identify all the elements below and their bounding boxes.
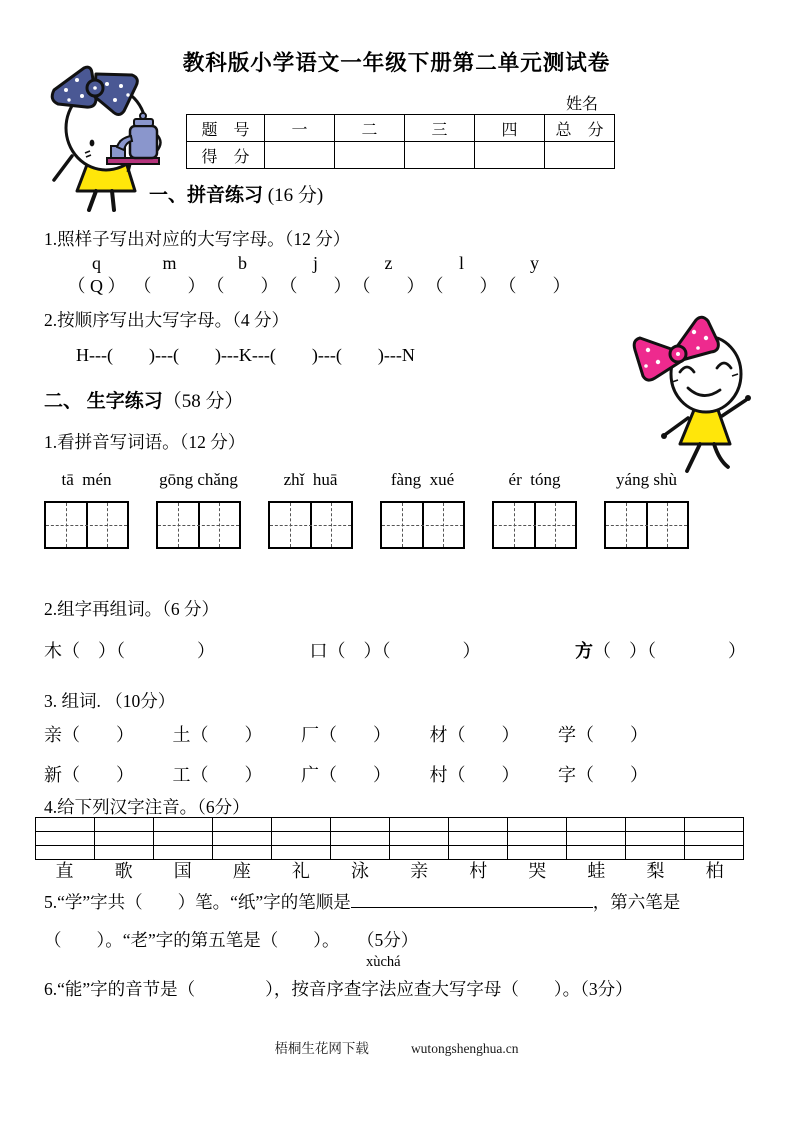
writing-grid[interactable] bbox=[604, 501, 689, 549]
base-char: 广 bbox=[301, 765, 319, 785]
writing-grids-row bbox=[44, 501, 716, 549]
paren-small: （ ） bbox=[327, 641, 382, 661]
question-2-5-line-2: （ ）。“老”字的第五笔是（ ）。 （5分） bbox=[44, 930, 419, 950]
pinyin-ruby-annotation: xùchá bbox=[366, 954, 401, 970]
phonetic-annotation-table bbox=[35, 817, 744, 860]
hanzi-char: 柏 bbox=[705, 861, 724, 881]
letter-sequence-line: H---( )---( )---K---( )---( )---N bbox=[76, 345, 415, 365]
lowercase-letter: z bbox=[384, 253, 393, 273]
pinyin-words-row bbox=[44, 470, 716, 490]
annotation-cell[interactable] bbox=[154, 818, 213, 832]
answer-parens: （ ） bbox=[576, 765, 648, 785]
grid-column bbox=[156, 501, 268, 549]
writing-grid[interactable] bbox=[44, 501, 129, 549]
writing-grid[interactable] bbox=[492, 501, 577, 549]
annotation-cell[interactable] bbox=[95, 832, 154, 846]
hanzi-char: 梨 bbox=[646, 861, 665, 881]
hanzi-char: 座 bbox=[232, 861, 251, 881]
letter-matching-row bbox=[60, 252, 571, 298]
hanzi-char: 哭 bbox=[528, 861, 547, 881]
score-blank-cell[interactable] bbox=[265, 142, 335, 169]
paren-small: （ ） bbox=[593, 641, 647, 661]
section-1-score: (16 分) bbox=[263, 185, 324, 206]
score-header-cell: 二 bbox=[335, 115, 405, 142]
annotation-cell[interactable] bbox=[390, 832, 449, 846]
annotation-cell[interactable] bbox=[567, 832, 626, 846]
annotation-cell[interactable] bbox=[272, 832, 331, 846]
annotation-cell[interactable] bbox=[95, 818, 154, 832]
base-char: 厂 bbox=[301, 725, 319, 745]
answer-parens: （ ） bbox=[279, 276, 352, 296]
answer-parens: （ ） bbox=[425, 276, 498, 296]
annotation-cell[interactable] bbox=[36, 818, 95, 832]
lowercase-letter: j bbox=[312, 253, 318, 273]
annotation-cell[interactable] bbox=[567, 818, 626, 832]
section-2-score: （58 分） bbox=[162, 391, 244, 412]
base-char: 方 bbox=[575, 641, 593, 661]
pinyin-word: yáng shù bbox=[616, 470, 677, 489]
grid-column bbox=[604, 501, 716, 549]
question-2-4-text: 4.给下列汉字注音。（6分） bbox=[44, 797, 250, 817]
annotation-cell[interactable] bbox=[449, 818, 508, 832]
question-2-1-text: 1.看拼音写词语。（12 分） bbox=[44, 432, 246, 452]
lowercase-letter: m bbox=[162, 253, 177, 273]
word-group bbox=[173, 721, 263, 747]
score-header-cell: 一 bbox=[265, 115, 335, 142]
word-group bbox=[173, 761, 263, 787]
section-2-heading bbox=[44, 386, 244, 413]
base-char: 新 bbox=[44, 765, 62, 785]
annotation-cell[interactable] bbox=[213, 818, 272, 832]
answer-parens: （ Q ） bbox=[67, 276, 126, 296]
pinyin-word: zhǐ huā bbox=[283, 470, 338, 489]
letter-column bbox=[279, 252, 352, 298]
section-1-title: 一、拼音练习 bbox=[149, 185, 264, 206]
pinyin-word: tā mén bbox=[61, 470, 112, 489]
annotation-cell[interactable] bbox=[36, 832, 95, 846]
paren-large: （ ） bbox=[647, 641, 746, 661]
footer bbox=[0, 1037, 793, 1057]
char-build-word-row bbox=[44, 637, 746, 663]
base-char: 土 bbox=[172, 725, 191, 745]
answer-parens: （ ） bbox=[62, 765, 134, 785]
section-2-title: 二、 生字练习 bbox=[44, 391, 163, 412]
cartoon-girl-waving bbox=[624, 310, 764, 475]
answer-parens: （ ） bbox=[319, 725, 391, 745]
base-char: 亲 bbox=[44, 725, 62, 745]
pinyin-word-column bbox=[268, 470, 380, 490]
writing-grid[interactable] bbox=[380, 501, 465, 549]
question-2-6-text: 6.“能”字的音节是（ ），按音序查字法应查大写字母（ ）。（3分） bbox=[44, 979, 633, 999]
hanzi-char: 蛙 bbox=[587, 861, 606, 881]
word-building-row-2 bbox=[44, 761, 648, 787]
annotation-cell[interactable] bbox=[685, 818, 744, 832]
hanzi-char: 亲 bbox=[410, 861, 429, 881]
page-title: 教科版小学语文一年级下册第二单元测试卷 bbox=[182, 51, 611, 75]
answer-parens: （ ） bbox=[447, 725, 520, 745]
annotation-cell[interactable] bbox=[331, 818, 390, 832]
question-1-1-text: 1.照样子写出对应的大写字母。（12 分） bbox=[44, 229, 351, 249]
lowercase-letter: q bbox=[92, 253, 101, 273]
word-group bbox=[430, 721, 520, 747]
lowercase-letter: y bbox=[530, 253, 539, 273]
score-blank-cell[interactable] bbox=[475, 142, 545, 169]
answer-parens: （ ） bbox=[190, 765, 263, 785]
answer-parens: （ ） bbox=[352, 276, 425, 296]
pinyin-word-column bbox=[492, 470, 604, 490]
answer-parens: （ ） bbox=[133, 276, 206, 296]
pinyin-word-column bbox=[604, 470, 716, 490]
annotation-cell[interactable] bbox=[626, 832, 685, 846]
grid-column bbox=[492, 501, 604, 549]
annotation-cell[interactable] bbox=[508, 832, 567, 846]
word-group bbox=[44, 761, 134, 787]
letter-column bbox=[133, 252, 206, 298]
score-blank-cell[interactable] bbox=[545, 142, 615, 169]
score-header-cell: 四 bbox=[475, 115, 545, 142]
letter-column bbox=[60, 252, 133, 298]
word-group bbox=[301, 721, 391, 747]
question-1-2-text: 2.按顺序写出大写字母。（4 分） bbox=[44, 310, 289, 330]
char-build-group bbox=[575, 637, 746, 663]
base-char: 字 bbox=[558, 765, 576, 785]
pinyin-word: gōng chǎng bbox=[159, 470, 238, 489]
score-header-cell: 题 号 bbox=[187, 115, 265, 142]
question-2-3-text: 3. 组词. （10分） bbox=[44, 691, 176, 711]
score-row-label: 得 分 bbox=[187, 142, 265, 169]
writing-grid[interactable] bbox=[268, 501, 353, 549]
pinyin-word-column bbox=[156, 470, 268, 490]
base-char: 村 bbox=[429, 765, 448, 785]
annotation-cell[interactable] bbox=[154, 832, 213, 846]
hanzi-char: 直 bbox=[55, 861, 74, 881]
footer-site-url: wutongshenghua.cn bbox=[410, 1041, 519, 1056]
hanzi-char: 歌 bbox=[114, 861, 133, 881]
score-header-cell: 总 分 bbox=[545, 115, 615, 142]
word-group bbox=[558, 721, 648, 747]
grid-column bbox=[268, 501, 380, 549]
base-char: 工 bbox=[172, 765, 191, 785]
annotation-cell[interactable] bbox=[508, 818, 567, 832]
annotation-cell[interactable] bbox=[449, 832, 508, 846]
pinyin-word-column bbox=[380, 470, 492, 490]
answer-parens: （ ） bbox=[206, 276, 279, 296]
base-char: 木 bbox=[44, 641, 62, 661]
score-blank-cell[interactable] bbox=[405, 142, 475, 169]
section-1-heading bbox=[149, 180, 323, 207]
question-2-2-text: 2.组字再组词。（6 分） bbox=[44, 599, 219, 619]
annotation-cell[interactable] bbox=[213, 832, 272, 846]
answer-parens: （ ） bbox=[319, 765, 391, 785]
hanzi-char: 国 bbox=[173, 861, 192, 881]
annotation-cell[interactable] bbox=[626, 818, 685, 832]
paren-small: （ ） bbox=[62, 641, 116, 661]
name-label: 姓名 bbox=[566, 96, 599, 113]
char-build-group bbox=[310, 637, 481, 663]
score-blank-cell[interactable] bbox=[335, 142, 405, 169]
annotation-cell[interactable] bbox=[685, 832, 744, 846]
score-header-cell: 三 bbox=[405, 115, 475, 142]
hanzi-char: 泳 bbox=[351, 861, 370, 881]
hanzi-char: 礼 bbox=[291, 861, 310, 881]
score-table-header-row bbox=[187, 115, 615, 142]
base-char: 学 bbox=[558, 725, 576, 745]
pinyin-word: fàng xué bbox=[390, 470, 455, 489]
question-text: ，第六笔是 bbox=[592, 892, 681, 912]
characters-to-annotate-row bbox=[35, 857, 745, 883]
word-building-row-1 bbox=[44, 721, 648, 747]
letter-column bbox=[498, 252, 571, 298]
word-group bbox=[430, 761, 520, 787]
footer-site-name: 梧桐生花网下载 bbox=[274, 1041, 369, 1056]
score-table bbox=[186, 114, 615, 169]
answer-parens: （ ） bbox=[498, 276, 571, 296]
answer-parens: （ ） bbox=[576, 725, 648, 745]
question-2-5-line-1 bbox=[44, 889, 680, 914]
base-char: 材 bbox=[429, 725, 448, 745]
paren-large: （ ） bbox=[116, 641, 215, 661]
base-char: 口 bbox=[309, 641, 328, 661]
answer-parens: （ ） bbox=[62, 725, 134, 745]
letter-column bbox=[425, 252, 498, 298]
letter-column bbox=[206, 252, 279, 298]
question-text: 5.“学”字共（ ）笔。“纸”字的笔顺是 bbox=[44, 892, 351, 912]
answer-blank-line[interactable] bbox=[351, 889, 593, 908]
annotation-cell[interactable] bbox=[272, 818, 331, 832]
score-table-score-row bbox=[187, 142, 615, 169]
word-group bbox=[44, 721, 134, 747]
grid-column bbox=[44, 501, 156, 549]
char-build-group bbox=[44, 637, 215, 663]
answer-parens: （ ） bbox=[190, 725, 263, 745]
lowercase-letter: b bbox=[238, 253, 247, 273]
writing-grid[interactable] bbox=[156, 501, 241, 549]
paren-large: （ ） bbox=[381, 641, 481, 661]
pinyin-word: ér tóng bbox=[508, 470, 561, 489]
letter-column bbox=[352, 252, 425, 298]
lowercase-letter: l bbox=[458, 253, 464, 273]
hanzi-char: 村 bbox=[469, 861, 488, 881]
annotation-cell[interactable] bbox=[331, 832, 390, 846]
grid-column bbox=[380, 501, 492, 549]
pinyin-word-column bbox=[44, 470, 156, 490]
word-group bbox=[558, 761, 648, 787]
word-group bbox=[301, 761, 391, 787]
answer-parens: （ ） bbox=[447, 765, 520, 785]
annotation-cell[interactable] bbox=[390, 818, 449, 832]
